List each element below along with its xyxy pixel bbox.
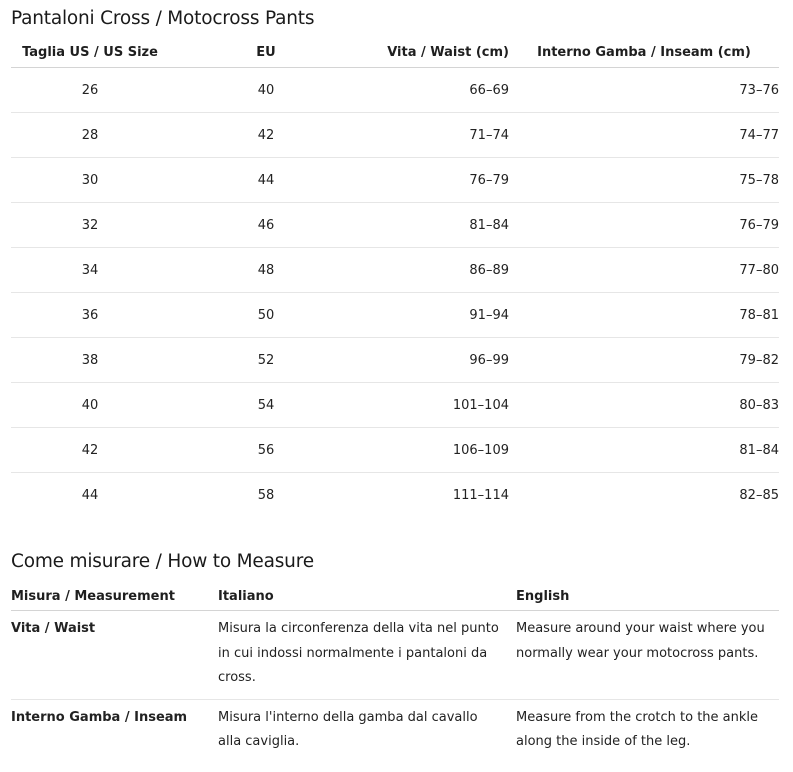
cell-us-size: 30	[11, 158, 169, 203]
header-us-size: Taglia US / US Size	[11, 38, 169, 68]
cell-us-size: 38	[11, 338, 169, 383]
cell-waist: 71–74	[363, 113, 509, 158]
header-inseam: Interno Gamba / Inseam (cm)	[509, 38, 779, 68]
measure-header-row	[11, 582, 779, 611]
cell-waist: 76–79	[363, 158, 509, 203]
cell-waist: 111–114	[452, 487, 509, 503]
cell-waist: 106–109	[363, 428, 509, 473]
measure-body	[11, 611, 779, 763]
how-to-measure-table	[11, 582, 779, 763]
cell-waist: 96–99	[363, 338, 509, 383]
cell-us-size: 28	[11, 113, 169, 158]
cell-waist: 91–94	[363, 293, 509, 338]
table-row	[11, 383, 779, 428]
cell-us-size: 42	[11, 428, 169, 473]
cell-eu: 40	[169, 68, 363, 113]
cell-inseam: 76–79	[509, 203, 779, 248]
table-row	[11, 203, 779, 248]
table-row	[11, 248, 779, 293]
how-to-measure-title: Come misurare / How to Measure	[11, 551, 314, 572]
cell-us-size: 36	[11, 293, 169, 338]
cell-italiano: Misura la circonferenza della vita nel punto in cui indossi normalmente i pantaloni da cross.	[218, 611, 516, 700]
table-row	[11, 158, 779, 203]
table-row	[11, 68, 779, 113]
table-row	[11, 473, 779, 518]
cell-italiano: Misura l'interno della gamba dal cavallo alla caviglia.	[218, 709, 478, 749]
size-chart-header-row	[11, 38, 779, 68]
cell-waist: 86–89	[363, 248, 509, 293]
table-row	[11, 113, 779, 158]
header-english: English	[516, 582, 779, 611]
header-eu: EU	[169, 38, 363, 68]
cell-waist: 81–84	[363, 203, 509, 248]
cell-eu: 44	[169, 158, 363, 203]
cell-us-size: 32	[11, 203, 169, 248]
cell-inseam: 78–81	[509, 293, 779, 338]
cell-english: Measure around your waist where you normally wear your motocross pants.	[516, 611, 779, 700]
cell-inseam: 75–78	[509, 158, 779, 203]
cell-inseam: 74–77	[509, 113, 779, 158]
cell-eu: 50	[169, 293, 363, 338]
cell-us-size: 40	[11, 383, 169, 428]
cell-measurement: Vita / Waist	[11, 611, 218, 700]
cell-inseam: 80–83	[509, 383, 779, 428]
table-row	[11, 699, 779, 763]
table-row	[11, 293, 779, 338]
cell-eu: 46	[169, 203, 363, 248]
size-chart-table	[11, 38, 779, 517]
size-chart-body	[11, 68, 779, 518]
cell-eu: 54	[169, 383, 363, 428]
cell-measurement: Interno Gamba / Inseam	[11, 709, 188, 725]
cell-waist: 66–69	[363, 68, 509, 113]
header-measurement: Misura / Measurement	[11, 582, 218, 611]
header-waist: Vita / Waist (cm)	[363, 38, 509, 68]
size-chart-title: Pantaloni Cross / Motocross Pants	[11, 8, 315, 29]
cell-eu: 52	[169, 338, 363, 383]
cell-inseam: 82–85	[739, 487, 779, 503]
cell-inseam: 77–80	[509, 248, 779, 293]
cell-us-size: 26	[11, 68, 169, 113]
cell-eu: 48	[169, 248, 363, 293]
cell-inseam: 73–76	[509, 68, 779, 113]
cell-us-size: 34	[11, 248, 169, 293]
cell-inseam: 79–82	[509, 338, 779, 383]
table-row	[11, 428, 779, 473]
cell-eu: 42	[169, 113, 363, 158]
table-row	[11, 611, 779, 700]
cell-english: Measure from the crotch to the ankle along the inside of the leg.	[516, 709, 759, 749]
header-italiano: Italiano	[218, 582, 516, 611]
cell-waist: 101–104	[363, 383, 509, 428]
cell-eu: 56	[169, 428, 363, 473]
cell-eu: 58	[257, 487, 275, 503]
cell-inseam: 81–84	[509, 428, 779, 473]
cell-us-size: 44	[81, 487, 99, 503]
table-row	[11, 338, 779, 383]
